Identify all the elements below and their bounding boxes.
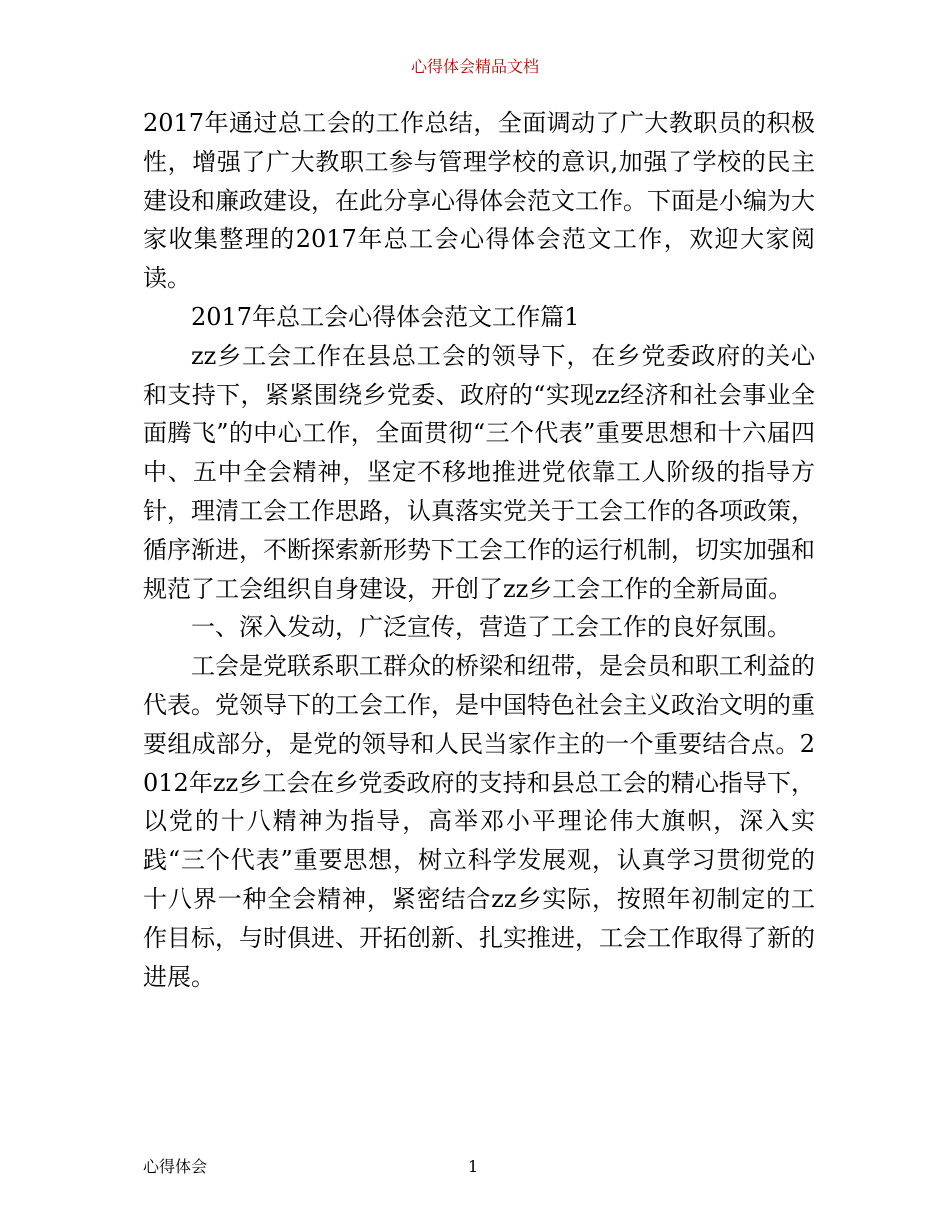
document-body <box>143 104 815 996</box>
body-paragraph: 工会是党联系职工群众的桥梁和纽带，是会员和职工利益的代表。党领导下的工会工作，是中国特色社会主义政治文明的重要组成部分，是党的领导和人民当家作主的一个重要结合点。2012年zz乡工会在乡党委政府的支持和县总工会的精心指导下，以党的十八精神为指导，高举邓小平理论伟大旗帜，深入实践“三个代表”重要思想，树立科学发展观，认真学习贯彻党的十八界一种全会精神，紧密结合zz乡实际，按照年初制定的工作目标，与时俱进、开拓创新、扎实推进，工会工作取得了新的进展。 <box>143 652 815 991</box>
page-number: 1 <box>468 1157 479 1176</box>
section-heading: 一、深入发动，广泛宣传，营造了工会工作的良好氛围。 <box>191 613 791 642</box>
intro-paragraph: 2017年通过总工会的工作总结，全面调动了广大教职员的积极性，增强了广大教职工参与管理学校的意识,加强了学校的民主建设和廉政建设，在此分享心得体会范文工作。下面是小编为大家收集整理的2017年总工会心得体会范文工作，欢迎大家阅读。 <box>143 109 815 293</box>
footer-label: 心得体会 <box>143 1157 208 1176</box>
section-title: 2017年总工会心得体会范文工作篇1 <box>191 302 580 331</box>
page-header-title: 心得体会精品文档 <box>410 57 539 76</box>
body-paragraph: zz乡工会工作在县总工会的领导下，在乡党委政府的关心和支持下，紧紧围绕乡党委、政府的“实现zz经济和社会事业全面腾飞”的中心工作，全面贯彻“三个代表”重要思想和十六届四中、五中全会精神，坚定不移地推进党依靠工人阶级的指导方针，理清工会工作思路，认真落实党关于工会工作的各项政策，循序渐进，不断探索新形势下工会工作的运行机制，切实加强和规范了工会组织自身建设，开创了zz乡工会工作的全新局面。 <box>143 341 815 603</box>
